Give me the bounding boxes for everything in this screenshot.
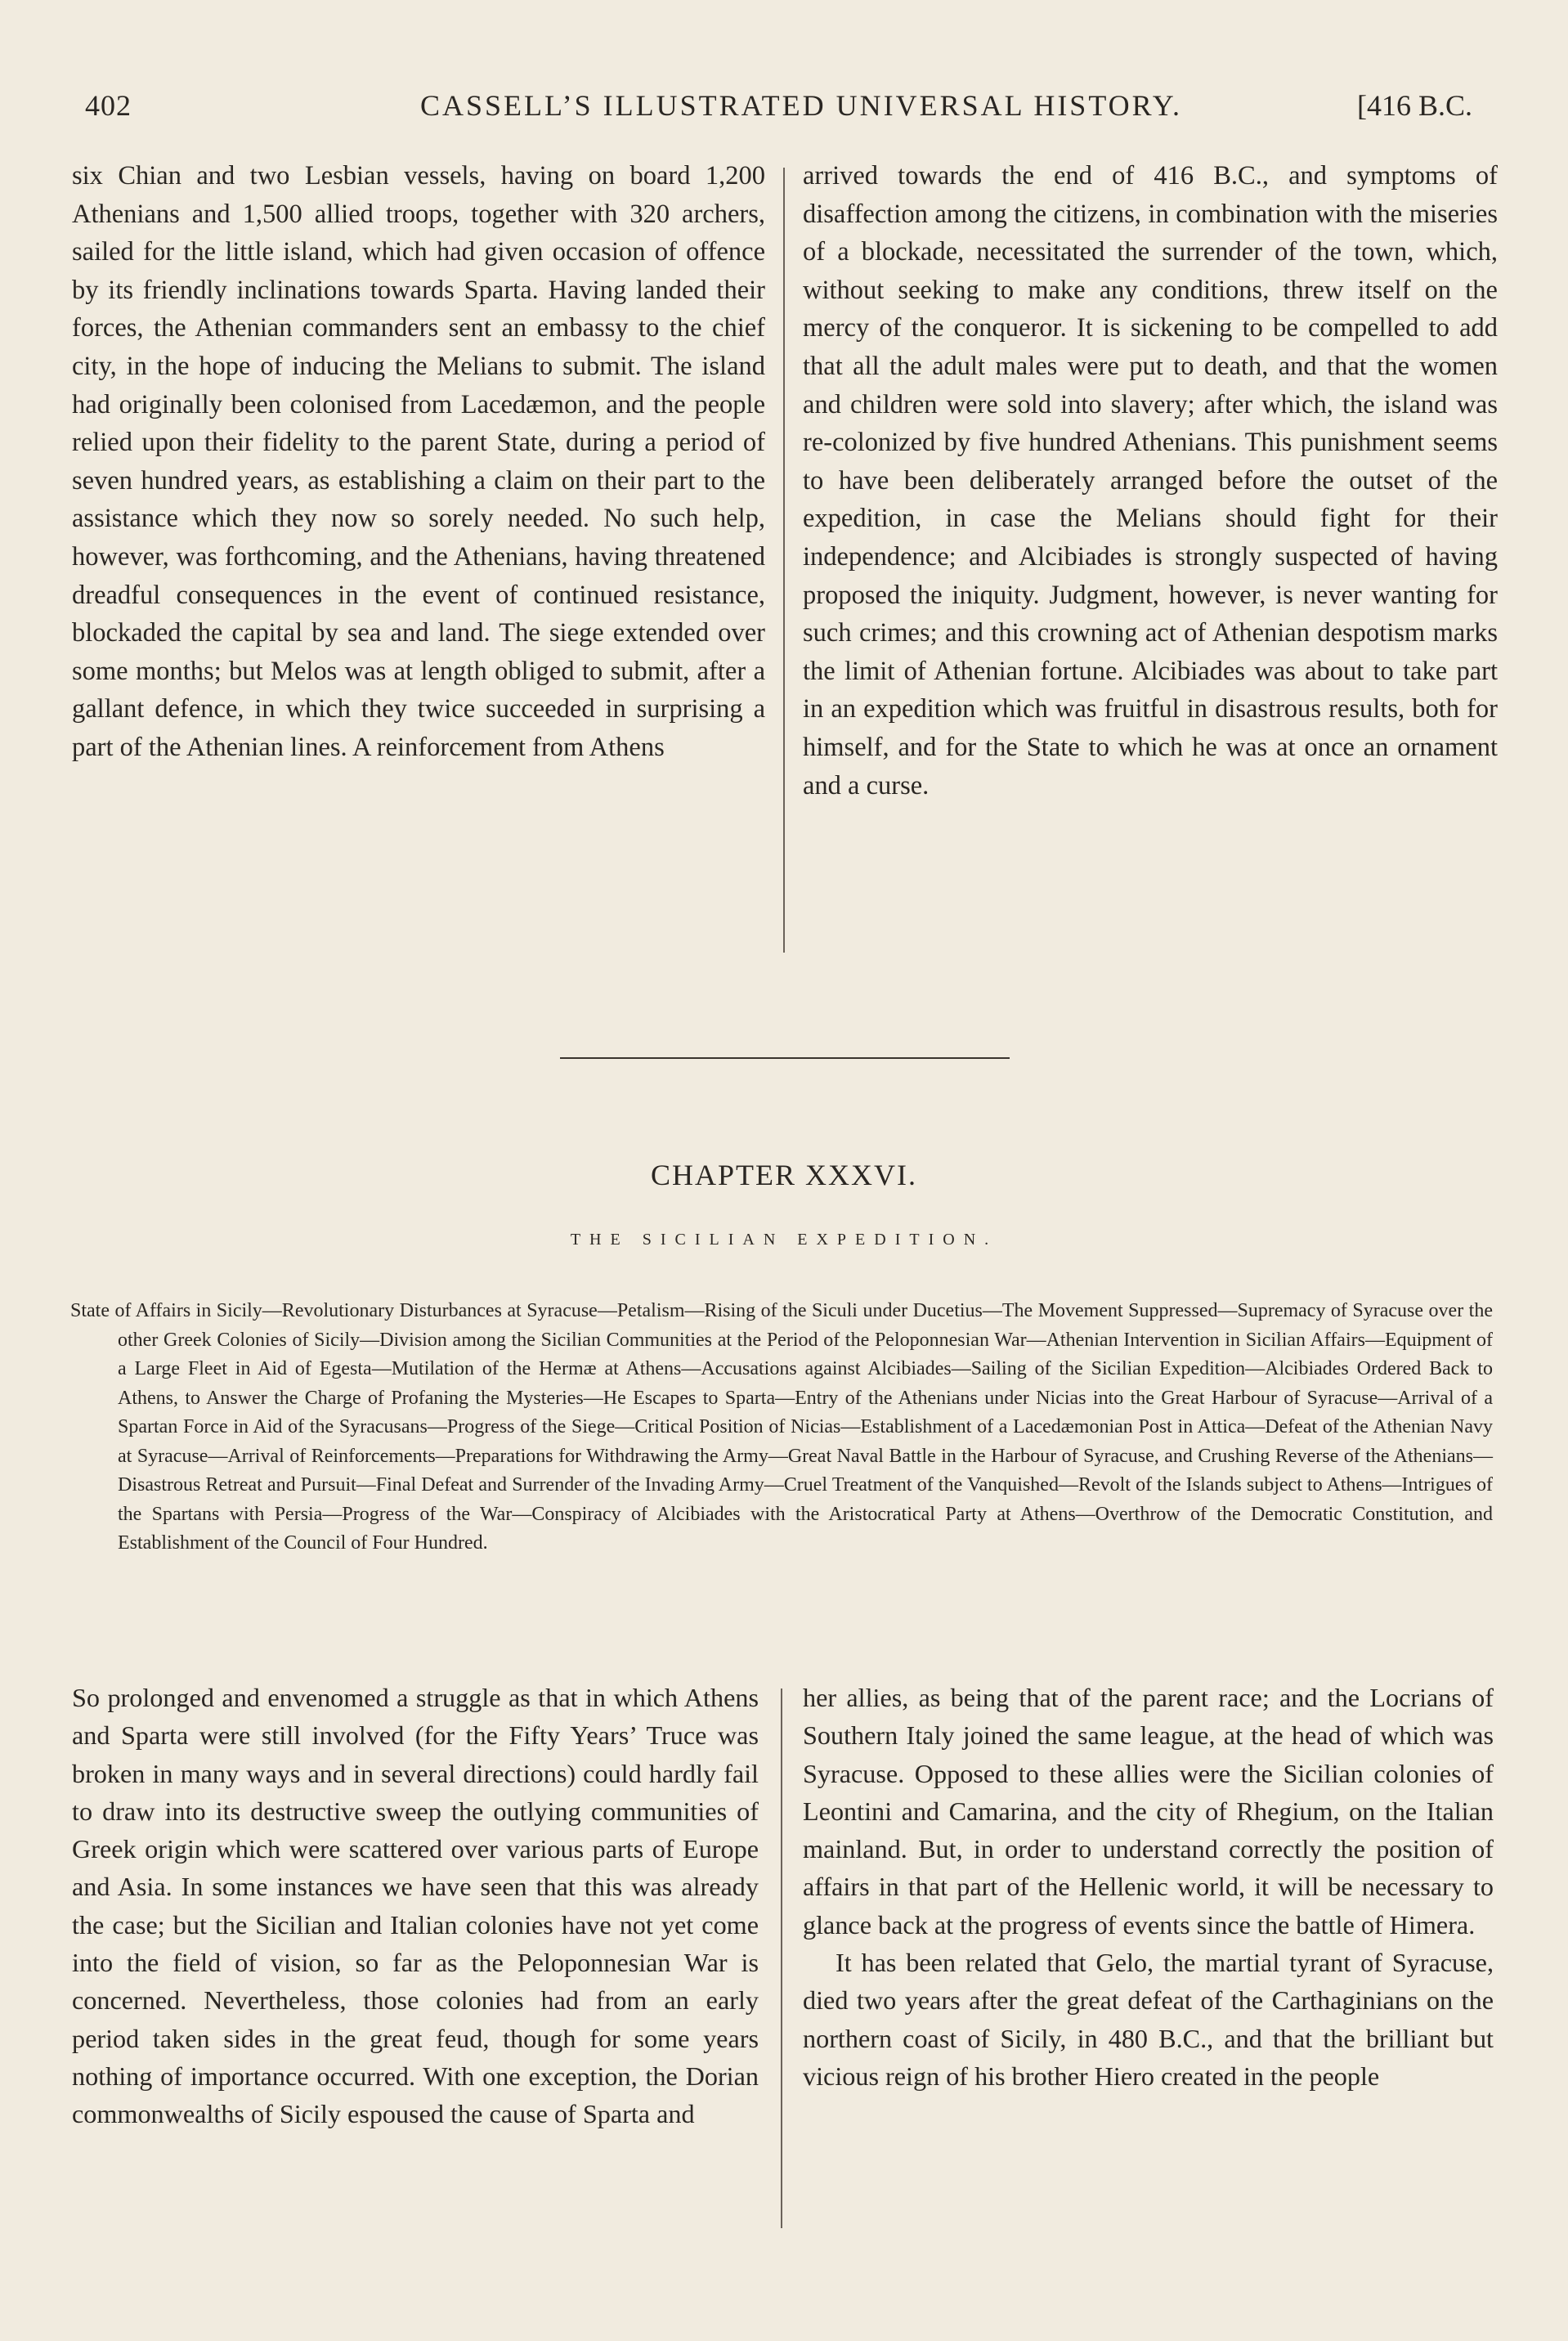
page-number: 402 bbox=[85, 89, 132, 122]
running-date: [416 B.C. bbox=[1357, 89, 1473, 122]
bottom-left-column bbox=[72, 1679, 759, 2133]
bottom-right-column bbox=[803, 1679, 1494, 2095]
top-column-divider bbox=[783, 168, 785, 953]
running-title: CASSELL’S ILLUSTRATED UNIVERSAL HISTORY. bbox=[419, 89, 1183, 122]
bottom-left-paragraph: So prolonged and envenomed a struggle as that in which Athens and Sparta were still involved (for the Fifty Years’ Truce was broken in many ways and in several directions) could hardly fail to draw into its destructive sweep the outlying communities of Greek origin which were scattered over various parts of Europe and Asia. In some instances we have seen that this was already the case; but the Sicilian and Italian colonies have not yet come into the field of vision, so far as the Peloponnesian War is concerned. Nevertheless, those colonies had from an early period taken sides in the great feud, though for some years nothing of importance occurred. With one exception, the Dorian commonwealths of Sicily espoused the cause of Sparta and bbox=[72, 1683, 759, 2129]
chapter-rule bbox=[560, 1057, 1010, 1059]
top-left-column bbox=[72, 157, 765, 767]
chapter-heading: CHAPTER XXXVI. bbox=[650, 1159, 917, 1191]
bottom-right-paragraph-1: her allies, as being that of the parent race; and the Locrians of Southern Italy joined the same league, at the head of which was Syracuse. Opposed to these allies were the Sicilian colonies of Leontini and Camarina, and the city of Rhegium, on the Italian mainland. But, in order to understand correctly the position of affairs in that part of the Hellenic world, it will be necessary to glance back at the progress of events since the battle of Himera. bbox=[803, 1683, 1494, 1940]
bottom-right-paragraph-2: It has been related that Gelo, the martial tyrant of Syracuse, died two years after the great defeat of the Carthaginians on the northern coast of Sicily, in 480 B.C., and that the brilliant but vicious reign of his brother Hiero created in the people bbox=[803, 1948, 1494, 2091]
top-right-paragraph: arrived towards the end of 416 B.C., and symptoms of disaffection among the citizens, in combination with the miseries of a blockade, necessitated the surrender of the town, which, without seeking to make any conditions, threw itself on the mercy of the conqueror. It is sickening to be compelled to add that all the adult males were put to death, and that the women and children were sold into slavery; after which, the island was re-colonized by five hundred Athenians. This punishment seems to have been deliberately arranged before the outset of the expedition, in case the Melians should fight for their independence; and Alcibiades is strongly suspected of having proposed the iniquity. Judgment, however, is never wanting for such crimes; and this crowning act of Athenian despotism marks the limit of Athenian fortune. Alcibiades was about to take part in an expedition which was fruitful in disastrous results, both for himself, and for the State to which he was at once an ornament and a curse. bbox=[803, 161, 1498, 801]
chapter-summary-text: State of Affairs in Sicily—Revolutionary Disturbances at Syracuse—Petalism—Rising of the Siculi under Ducetius—The Movement Suppressed—Supremacy of Syracuse over the other Greek Colonies of Sicily—Division among the Sicilian Communities at the Period of the Peloponnesian War—Athenian Intervention in Sicilian Affairs—Equipment of a Large Fleet in Aid of Egesta—Mutilation of the Hermæ at Athens—Accusations against Alcibiades—Sailing of the Sicilian Expedition—Alcibiades Ordered Back to Athens, to Answer the Charge of Profaning the Mysteries—He Escapes to Sparta—Entry of the Athenians under Nicias into the Great Harbour of Syracuse—Arrival of a Spartan Force in Aid of the Syracusans—Progress of the Siege—Critical Position of Nicias—Establishment of a Lacedæmonian Post in Attica—Defeat of the Athenian Navy at Syracuse—Arrival of Reinforcements—Preparations for Withdrawing the Army—Great Naval Battle in the Harbour of Syracuse, and Crushing Reverse of the Athenians—Disastrous Retreat and Pursuit—Final Defeat and Surrender of the Invading Army—Cruel Treatment of the Vanquished—Revolt of the Islands subject to Athens—Intrigues of the Spartans with Persia—Progress of the War—Conspiracy of Alcibiades with the Aristocratical Party at Athens—Overthrow of the Democratic Constitution, and Establishment of the Council of Four Hundred. bbox=[70, 1300, 1493, 1554]
chapter-summary bbox=[70, 1297, 1493, 1558]
chapter-subtitle: THE SICILIAN EXPEDITION. bbox=[570, 1231, 998, 1249]
top-right-column bbox=[803, 157, 1498, 805]
top-left-paragraph: six Chian and two Lesbian vessels, having on board 1,200 Athenians and 1,500 allied troops, together with 320 archers, sailed for the little island, which had given occasion of offence by its friendly inclinations towards Sparta. Having landed their forces, the Athenian commanders sent an embassy to the chief city, in the hope of inducing the Melians to submit. The island had originally been colonised from Lacedæmon, and the people relied upon their fidelity to the parent State, during a period of seven hundred years, as establishing a claim on their part to the assistance which they now so sorely needed. No such help, however, was forthcoming, and the Athenians, having threatened dreadful consequences in the event of continued resistance, blockaded the capital by sea and land. The siege extended over some months; but Melos was at length obliged to submit, after a gallant defence, in which they twice succeeded in surprising a part of the Athenian lines. A reinforcement from Athens bbox=[72, 161, 765, 762]
bottom-column-divider bbox=[781, 1688, 782, 2228]
